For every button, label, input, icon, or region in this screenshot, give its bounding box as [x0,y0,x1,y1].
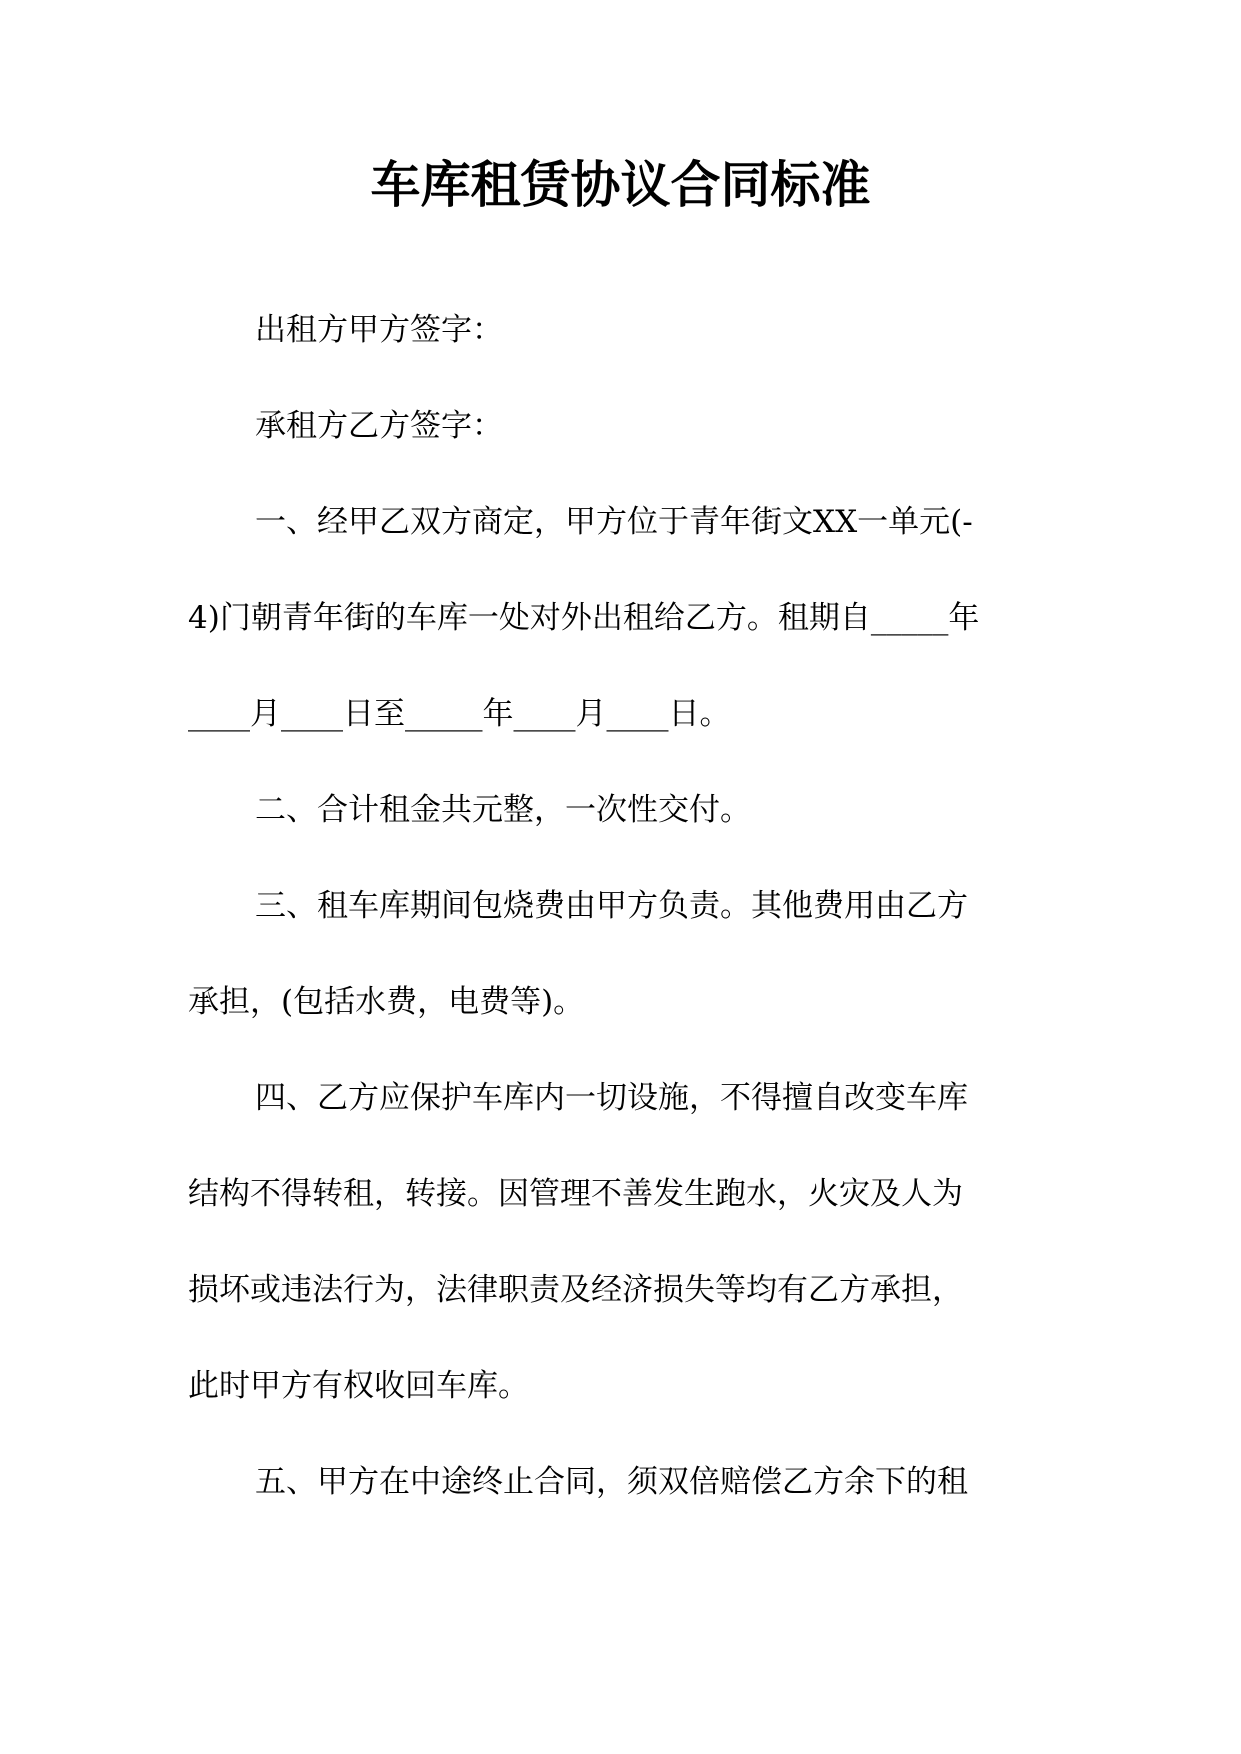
clause-4-line-2: 结构不得转租，转接。因管理不善发生跑水，火灾及人为 [188,1176,963,1212]
lessee-signature-line: 承租方乙方签字： [255,408,503,444]
clause-4-line-4: 此时甲方有权收回车库。 [188,1368,529,1404]
clause-1-line-3: ____月____日至_____年____月____日。 [188,696,731,732]
clause-1-line-1: 一、经甲乙双方商定，甲方位于青年街文XX一单元(- [255,504,973,540]
clause-3-line-1: 三、租车库期间包烧费由甲方负责。其他费用由乙方 [255,888,968,924]
clause-4-line-3: 损坏或违法行为，法律职责及经济损失等均有乙方承担， [188,1272,963,1308]
clause-4-line-1: 四、乙方应保护车库内一切设施，不得擅自改变车库 [255,1080,968,1116]
clause-5-line-1: 五、甲方在中途终止合同，须双倍赔偿乙方余下的租 [255,1464,968,1500]
clause-3-line-2: 承担，(包括水费，电费等)。 [188,984,585,1020]
clause-2-line-1: 二、合计租金共元整，一次性交付。 [255,792,751,828]
lessor-signature-line: 出租方甲方签字： [255,312,503,348]
document-title: 车库租赁协议合同标准 [370,155,871,214]
clause-1-line-2: 4)门朝青年街的车库一处对外出租给乙方。租期自_____年 [188,600,980,636]
